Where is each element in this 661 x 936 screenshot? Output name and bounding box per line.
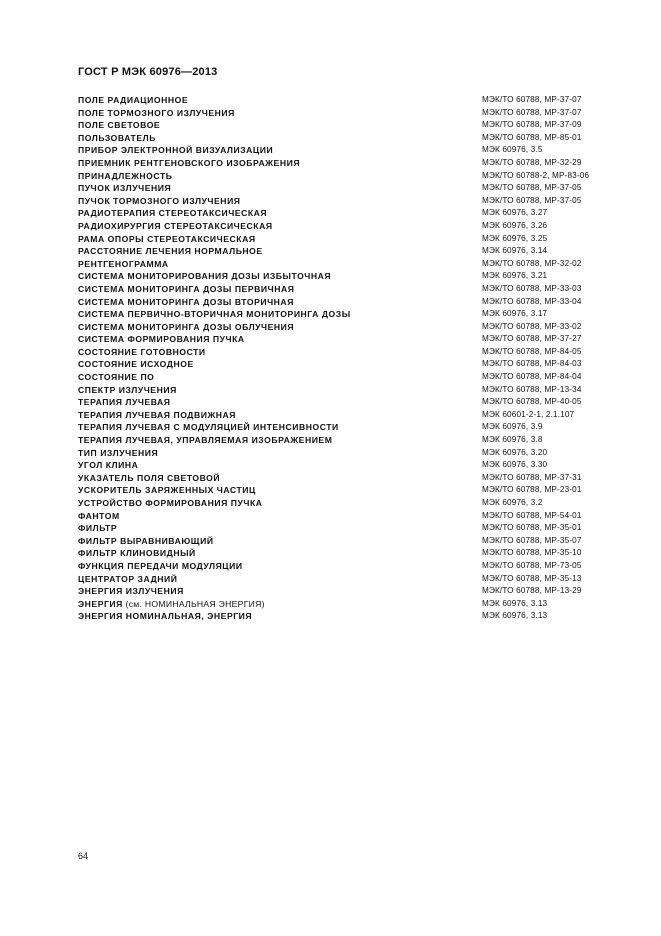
index-entry — [78, 346, 618, 359]
index-entry — [78, 396, 618, 409]
index-entry — [78, 510, 618, 523]
index-reference: МЭК/ТО 60788, МР-37-27 — [482, 334, 582, 344]
index-entry — [78, 308, 618, 321]
index-term-text: ЦЕНТРАТОР ЗАДНИЙ — [78, 573, 178, 584]
index-term — [78, 497, 263, 510]
index-term — [78, 472, 220, 485]
index-entry — [78, 447, 618, 460]
index-reference: МЭК/ТО 60788, МР-84-04 — [482, 372, 582, 382]
index-term-text: ФИЛЬТР ВЫРАВНИВАЮЩИЙ — [78, 535, 214, 546]
index-reference: МЭК/ТО 60788, МР-33-02 — [482, 321, 582, 331]
index-entry — [78, 144, 618, 157]
index-term-text: ПРИЕМНИК РЕНТГЕНОВСКОГО ИЗОБРАЖЕНИЯ — [78, 157, 301, 168]
index-term-text: УГОЛ КЛИНА — [78, 460, 139, 471]
index-entry — [78, 484, 618, 497]
index-reference: МЭК/ТО 60788, МР-37-05 — [482, 183, 582, 193]
index-term — [78, 421, 339, 434]
index-term — [78, 522, 117, 535]
index-term — [78, 535, 214, 548]
index-entry — [78, 585, 618, 598]
index-term-text: ЭНЕРГИЯ — [78, 598, 123, 609]
index-term — [78, 333, 245, 346]
index-term — [78, 321, 294, 334]
index-term-text: УКАЗАТЕЛЬ ПОЛЯ СВЕТОВОЙ — [78, 472, 221, 483]
index-reference: МЭК/ТО 60788, МР-35-13 — [482, 573, 582, 583]
index-reference: МЭК/ТО 60788, МР-35-07 — [482, 535, 582, 545]
index-term-text: ПОЛЬЗОВАТЕЛЬ — [78, 132, 156, 143]
index-term-text: ПОЛЕ СВЕТОВОЕ — [78, 120, 161, 131]
index-term — [78, 396, 171, 409]
index-term-text: ПРИБОР ЭЛЕКТРОННОЙ ВИЗУАЛИЗАЦИИ — [78, 145, 274, 156]
index-term-text: ТЕРАПИЯ ЛУЧЕВАЯ, УПРАВЛЯЕМАЯ ИЗОБРАЖЕНИЕМ — [78, 435, 333, 446]
index-entry — [78, 333, 618, 346]
index-term-text: ЭНЕРГИЯ ИЗЛУЧЕНИЯ — [78, 586, 184, 597]
index-reference: МЭК/ТО 60788, МР-37-09 — [482, 120, 582, 130]
index-term — [78, 358, 194, 371]
index-term-text: ФУНКЦИЯ ПЕРЕДАЧИ МОДУЛЯЦИИ — [78, 560, 243, 571]
index-term-text: РАДИОХИРУРГИЯ СТЕРЕОТАКСИЧЕСКАЯ — [78, 220, 273, 231]
index-reference: МЭК/ТО 60788, МР-33-04 — [482, 296, 582, 306]
index-entry — [78, 371, 618, 384]
index-reference: МЭК 60976, 3.5 — [482, 145, 543, 155]
index-reference: МЭК/ТО 60788, МР-37-07 — [482, 95, 582, 104]
index-term-text: ФАНТОМ — [78, 510, 120, 521]
index-term — [78, 144, 273, 157]
index-entry — [78, 547, 618, 560]
index-reference: МЭК/ТО 60788, МР-84-03 — [482, 359, 582, 369]
index-term-text: РАССТОЯНИЕ ЛЕЧЕНИЯ НОРМАЛЬНОЕ — [78, 246, 263, 257]
index-term-text: СИСТЕМА МОНИТОРИНГА ДОЗЫ ОБЛУЧЕНИЯ — [78, 321, 295, 332]
index-entry — [78, 610, 618, 623]
index-term-text: ТЕРАПИЯ ЛУЧЕВАЯ — [78, 397, 171, 408]
index-reference: МЭК/ТО 60788, МР-33-03 — [482, 283, 582, 293]
index-entry — [78, 107, 618, 120]
index-term — [78, 170, 172, 183]
index-entry — [78, 283, 618, 296]
index-term — [78, 585, 184, 598]
index-term — [78, 107, 235, 120]
index-term-text: ПУЧОК ИЗЛУЧЕНИЯ — [78, 183, 172, 194]
index-reference: МЭК 60976, 3.20 — [482, 447, 548, 457]
index-entry — [78, 245, 618, 258]
index-term — [78, 296, 294, 309]
index-reference: МЭК/ТО 60788-2, МР-83-06 — [482, 170, 590, 180]
index-term — [78, 598, 265, 611]
index-term-note: (см. НОМИНАЛЬНАЯ ЭНЕРГИЯ) — [122, 598, 265, 609]
index-entry — [78, 573, 618, 586]
index-entry — [78, 132, 618, 145]
index-term — [78, 346, 206, 359]
index-entry — [78, 459, 618, 472]
index-entry — [78, 535, 618, 548]
index-reference: МЭК/ТО 60788, МР-73-05 — [482, 560, 582, 570]
index-term-text: ТЕРАПИЯ ЛУЧЕВАЯ С МОДУЛЯЦИЕЙ ИНТЕНСИВНОСТИ — [78, 422, 339, 433]
index-reference: МЭК 60976, 3.26 — [482, 220, 548, 230]
index-term-text: СИСТЕМА МОНИТОРИНГА ДОЗЫ ВТОРИЧНАЯ — [78, 296, 294, 307]
index-reference: МЭК 60976, 3.13 — [482, 611, 548, 621]
index-term — [78, 258, 169, 271]
index-entry — [78, 182, 618, 195]
index-term — [78, 233, 256, 246]
index-reference: МЭК 60976, 3.9 — [482, 422, 543, 432]
index-reference: МЭК/ТО 60788, МР-37-07 — [482, 107, 582, 117]
index-term — [78, 371, 154, 384]
index-term-text: СИСТЕМА МОНИТОРИНГА ДОЗЫ ПЕРВИЧНАЯ — [78, 283, 295, 294]
index-term — [78, 182, 171, 195]
index-term-text: СИСТЕМА ФОРМИРОВАНИЯ ПУЧКА — [78, 334, 245, 345]
page-number: 64 — [78, 851, 89, 861]
index-entry — [78, 296, 618, 309]
index-term — [78, 245, 263, 258]
index-entry — [78, 560, 618, 573]
index-term — [78, 132, 156, 145]
index-term — [78, 510, 120, 523]
index-entry — [78, 321, 618, 334]
index-entry — [78, 358, 618, 371]
index-entry — [78, 207, 618, 220]
index-term-text: СИСТЕМА МОНИТОРИРОВАНИЯ ДОЗЫ ИЗБЫТОЧНАЯ — [78, 271, 332, 282]
index-reference: МЭК 60976, 3.8 — [482, 435, 543, 445]
index-term — [78, 447, 158, 460]
index-term — [78, 270, 331, 283]
document-header: ГОСТ Р МЭК 60976—2013 — [78, 66, 218, 78]
index-term-text: СПЕКТР ИЗЛУЧЕНИЯ — [78, 384, 177, 395]
index-term-text: ПОЛЕ РАДИАЦИОННОЕ — [78, 95, 189, 105]
index-reference: МЭК/ТО 60788, МР-35-01 — [482, 523, 582, 533]
index-term-text: РАМА ОПОРЫ СТЕРЕОТАКСИЧЕСКАЯ — [78, 233, 256, 244]
index-term-text: ФИЛЬТР КЛИНОВИДНЫЙ — [78, 548, 196, 559]
index-reference: МЭК/ТО 60788, МР-54-01 — [482, 510, 582, 520]
index-reference: МЭК/ТО 60788, МР-35-10 — [482, 548, 582, 558]
index-term-text: СОСТОЯНИЕ ИСХОДНОЕ — [78, 359, 194, 370]
index-reference: МЭК/ТО 60788, МР-40-05 — [482, 397, 582, 407]
index-term — [78, 94, 188, 107]
index-term-text: ПРИНАДЛЕЖНОСТЬ — [78, 170, 173, 181]
index-term — [78, 384, 177, 397]
index-term — [78, 195, 241, 208]
index-term-text: ПОЛЕ ТОРМОЗНОГО ИЗЛУЧЕНИЯ — [78, 107, 235, 118]
index-entry — [78, 157, 618, 170]
index-term — [78, 220, 273, 233]
index-entry — [78, 94, 618, 107]
index-reference: МЭК/ТО 60788, МР-37-05 — [482, 195, 582, 205]
index-reference: МЭК 60976, 3.27 — [482, 208, 548, 218]
index-term-text: РЕНТГЕНОГРАММА — [78, 258, 169, 269]
index-term-text: ТИП ИЗЛУЧЕНИЯ — [78, 447, 159, 458]
index-reference: МЭК/ТО 60788, МР-37-31 — [482, 472, 582, 482]
index-reference: МЭК 60976, 3.21 — [482, 271, 548, 281]
index-term — [78, 459, 138, 472]
index-reference: МЭК 60976, 3.17 — [482, 309, 548, 319]
index-reference: МЭК/ТО 60788, МР-23-01 — [482, 485, 582, 495]
index-reference: МЭК/ТО 60788, МР-13-29 — [482, 586, 582, 596]
index-entry — [78, 409, 618, 422]
index-term — [78, 119, 160, 132]
index-term-text: СОСТОЯНИЕ ГОТОВНОСТИ — [78, 346, 206, 357]
index-reference: МЭК/ТО 60788, МР-32-29 — [482, 157, 582, 167]
index-reference: МЭК/ТО 60788, МР-84-05 — [482, 346, 582, 356]
index-term — [78, 308, 351, 321]
index-term-text: УСКОРИТЕЛЬ ЗАРЯЖЕННЫХ ЧАСТИЦ — [78, 485, 256, 496]
index-term-text: СОСТОЯНИЕ ПО — [78, 372, 155, 383]
index-term-text: ПУЧОК ТОРМОЗНОГО ИЗЛУЧЕНИЯ — [78, 195, 241, 206]
index-entry — [78, 220, 618, 233]
index-term — [78, 434, 332, 447]
index-reference: МЭК/ТО 60788, МР-13-34 — [482, 384, 582, 394]
index-term-text: ФИЛЬТР — [78, 523, 118, 534]
index-reference: МЭК 60976, 3.13 — [482, 598, 548, 608]
index-term — [78, 207, 267, 220]
index-entry — [78, 522, 618, 535]
index-reference: МЭК/ТО 60788, МР-32-02 — [482, 258, 582, 268]
index-reference: МЭК 60601-2-1, 2.1.107 — [482, 409, 575, 419]
index-term — [78, 283, 294, 296]
index-reference: МЭК/ТО 60788, МР-85-01 — [482, 132, 582, 142]
index-entry — [78, 472, 618, 485]
index-term-text: УСТРОЙСТВО ФОРМИРОВАНИЯ ПУЧКА — [78, 498, 263, 508]
index-entry — [78, 497, 618, 510]
index-entry — [78, 384, 618, 397]
index-reference: МЭК 60976, 3.2 — [482, 498, 543, 507]
index-reference: МЭК 60976, 3.25 — [482, 233, 548, 243]
index-term — [78, 560, 243, 573]
index-reference: МЭК 60976, 3.14 — [482, 246, 548, 256]
index-term — [78, 610, 252, 623]
index-term — [78, 409, 236, 422]
index-entry — [78, 170, 618, 183]
index-term — [78, 547, 196, 560]
index-entry — [78, 421, 618, 434]
index-entry — [78, 195, 618, 208]
index-entry — [78, 119, 618, 132]
index-entry — [78, 434, 618, 447]
index-reference: МЭК 60976, 3.30 — [482, 460, 548, 470]
index-term-text: СИСТЕМА ПЕРВИЧНО-ВТОРИЧНАЯ МОНИТОРИНГА ДОЗЫ — [78, 309, 351, 320]
index-entry — [78, 233, 618, 246]
index-term-text: РАДИОТЕРАПИЯ СТЕРЕОТАКСИЧЕСКАЯ — [78, 208, 268, 219]
term-index-list — [78, 94, 618, 623]
index-term — [78, 157, 300, 170]
index-term-text: ЭНЕРГИЯ НОМИНАЛЬНАЯ, ЭНЕРГИЯ — [78, 611, 253, 622]
index-term — [78, 484, 256, 497]
index-entry — [78, 270, 618, 283]
index-entry — [78, 258, 618, 271]
index-term — [78, 573, 177, 586]
index-term-text: ТЕРАПИЯ ЛУЧЕВАЯ ПОДВИЖНАЯ — [78, 409, 237, 420]
index-entry — [78, 598, 618, 611]
